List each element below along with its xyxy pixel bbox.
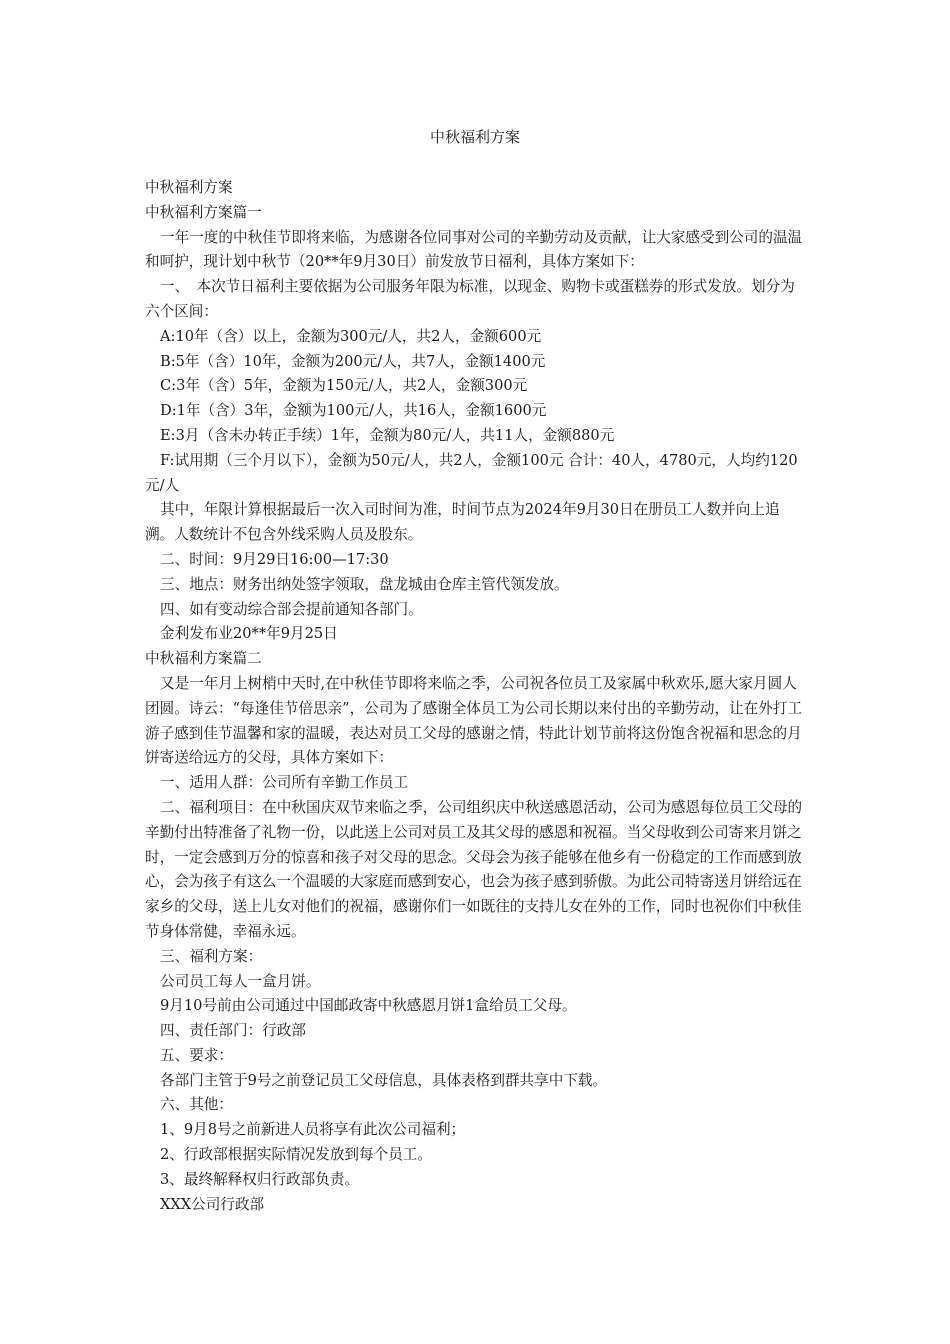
item-requirements: 各部门主管于9号之前登记员工父母信息，具体表格到群共享中下载。: [160, 1071, 608, 1089]
tier-a: A:10年（含）以上，金额为300元/人，共2人，金额600元: [160, 327, 542, 345]
paragraph-basis: 一、 本次节日福利主要依据为公司服务年限为标准，以现金、购物卡或蛋糕券的形式发放。划分为六个区间：: [145, 278, 795, 320]
paragraph-calc-rule: 其中，年限计算根据最后一次入司时间为准，时间节点为2024年9月30日在册员工人数并向上追溯。人数统计不包含外线采购人员及股东。: [145, 501, 780, 544]
document-body: [145, 176, 803, 1217]
tier-c: C:3年（含）5年，金额为150元/人，共2人，金额300元: [160, 377, 528, 395]
item-audience: 一、适用人群：公司所有辛勤工作员工: [160, 774, 409, 792]
heading-main: 中秋福利方案: [145, 179, 233, 196]
document-title: 中秋福利方案: [429, 128, 520, 146]
item-notice: 四、如有变动综合部会提前通知各部门。: [160, 600, 423, 618]
paragraph-benefit-item: 二、福利项目：在中秋国庆双节来临之季，公司组织庆中秋送感恩活动，公司为感恩每位员工父母的辛勤付出特准备了礼物一份，以此送上公司对员工及其父母的感恩和祝福。当父母收到公司寄来月饼之时，一定会感到万分的惊喜和孩子对父母的思念。父母会为孩子能够在他乡有一份稳定的工作而感到放心，会为孩子有这么一个温暖的大家庭而感到安心，也会为孩子感到骄傲。为此公司特寄送月饼给远在家乡的父母，送上儿女对他们的祝福，感谢你们一如既往的支持儿女在外的工作，同时也祝你们中秋佳节身体常健，幸福永远。: [145, 798, 803, 940]
tier-e: E:3月（含未办转正手续）1年，金额为80元/人，共11人，金额880元: [160, 426, 615, 444]
item-other-2: 2、行政部根据实际情况发放到每个员工。: [160, 1146, 432, 1164]
item-other-3: 3、最终解释权归行政部负责。: [160, 1170, 360, 1188]
item-time: 二、时间：9月29日16:00—17:30: [160, 550, 389, 568]
heading-part-two: 中秋福利方案篇二: [145, 650, 262, 668]
tier-f-total: F:试用期（三个月以下），金额为50元/人，共2人，金额100元 合计：40人，4780元，人均约120元/人: [145, 451, 798, 494]
item-department: 四、责任部门：行政部: [160, 1022, 306, 1040]
heading-part-one: 中秋福利方案篇一: [145, 203, 262, 221]
item-plan-mooncake: 公司员工每人一盒月饼。: [160, 972, 321, 990]
item-other-heading: 六、其他：: [160, 1096, 233, 1114]
item-location: 三、地点：财务出纳处签字领取，盘龙城由仓库主管代领发放。: [160, 575, 569, 593]
closing-signature: XXX公司行政部: [160, 1195, 265, 1213]
paragraph-greeting: 又是一年月上树梢中天时,在中秋佳节即将来临之季，公司祝各位员工及家属中秋欢乐,愿大家月圆人团圆。诗云：“每逢佳节倍思亲”，公司为了感谢全体员工为公司长期以来付出的辛勤劳动，让在外打工游子感到佳节温馨和家的温暖，表达对员工父母的感谢之情，特此计划节前将这份饱含祝福和思念的月饼寄送给远方的父母，具体方案如下：: [145, 674, 803, 767]
tier-d: D:1年（含）3年，金额为100元/人，共16人，金额1600元: [160, 402, 547, 420]
item-plan-mail: 9月10号前由公司通过中国邮政寄中秋感恩月饼1盒给员工父母。: [160, 997, 577, 1015]
item-plan-heading: 三、福利方案：: [160, 947, 263, 965]
tier-b: B:5年（含）10年，金额为200元/人，共7人，金额1400元: [160, 352, 546, 370]
publish-signature: 金利发布业20**年9月25日: [160, 625, 338, 643]
item-other-1: 1、9月8号之前新进人员将享有此次公司福利；: [160, 1121, 466, 1139]
item-requirements-heading: 五、要求：: [160, 1046, 233, 1064]
paragraph-intro: 一年一度的中秋佳节即将来临，为感谢各位同事对公司的辛勤劳动及贡献，让大家感受到公司的温温和呵护，现计划中秋节（20**年9月30日）前发放节日福利，具体方案如下：: [145, 228, 803, 271]
